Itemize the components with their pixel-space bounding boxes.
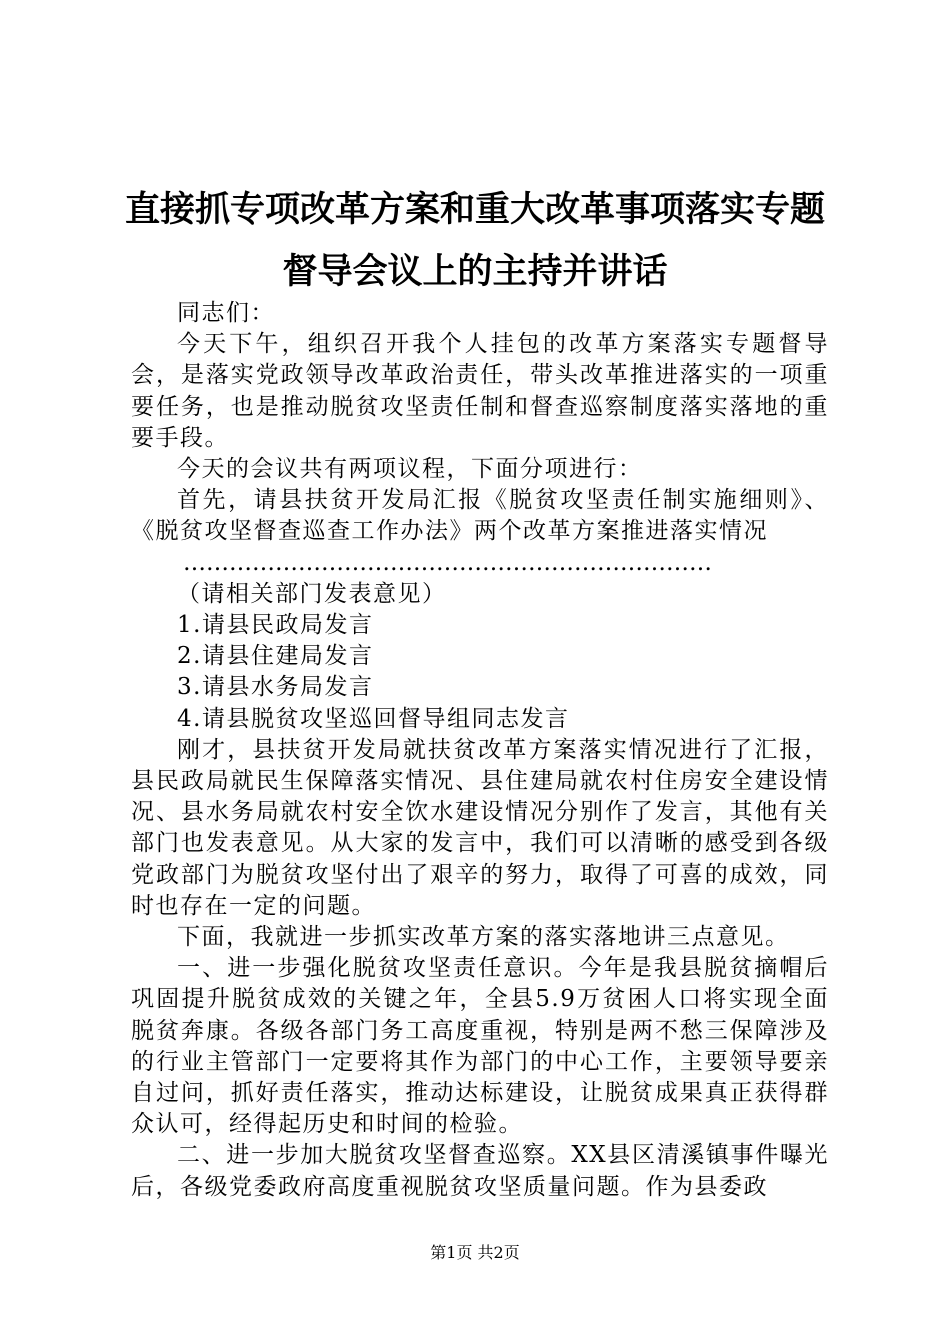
paragraph-report-request: 首先，请县扶贫开发局汇报《脱贫攻坚责任制实施细则》、《脱贫攻坚督查巡查工作办法》两个改革方案推进落实情况 — [131, 487, 829, 545]
paragraph-summary: 刚才，县扶贫开发局就扶贫改革方案落实情况进行了汇报，县民政局就民生保障落实情况、县住建局就农村住房安全建设情况、县水务局就农村安全饮水建设情况分别作了发言，其他有关部门也发表意见。从大家的发言中，我们可以清晰的感受到各级党政部门为脱贫攻坚付出了艰辛的努力，取得了可喜的成效，同时也存在一定的问题。 — [131, 736, 829, 919]
document-title-line-2: 督导会议上的主持并讲话 — [282, 252, 668, 292]
list-item-speaker-2: 2.请县住建局发言 — [177, 643, 374, 670]
page-footer: 第1页 共2页 — [430, 1243, 520, 1262]
list-item-speaker-3: 3.请县水务局发言 — [177, 674, 374, 701]
paragraph-point-2: 二、进一步加大脱贫攻坚督查巡察。XX县区清溪镇事件曝光后，各级党委政府高度重视脱贫攻坚质量问题。作为县委政 — [131, 1142, 829, 1200]
document-title-line-1: 直接抓专项改革方案和重大改革事项落实专题 — [124, 190, 825, 230]
document-body — [131, 298, 829, 1203]
paragraph-agenda: 今天的会议共有两项议程，下面分项进行： — [177, 456, 643, 483]
paragraph-three-points: 下面，我就进一步抓实改革方案的落实落地讲三点意见。 — [177, 924, 790, 951]
list-item-speaker-1: 1.请县民政局发言 — [177, 612, 374, 639]
paragraph-opinions-note: （请相关部门发表意见） — [177, 580, 447, 607]
salutation: 同志们： — [177, 300, 275, 326]
paragraph-intro: 今天下午，组织召开我个人挂包的改革方案落实专题督导会，是落实党政领导改革政治责任，带头改革推进落实的一项重要任务，也是推动脱贫攻坚责任制和督查巡察制度落实落地的重要手段。 — [131, 331, 829, 451]
list-item-speaker-4: 4.请县脱贫攻坚巡回督导组同志发言 — [177, 705, 570, 732]
ellipsis-line: …………………………………………………………… — [183, 549, 712, 576]
paragraph-point-1: 一、进一步强化脱贫攻坚责任意识。今年是我县脱贫摘帽后巩固提升脱贫成效的关键之年，全县5.9万贫困人口将实现全面脱贫奔康。各级各部门务工高度重视，特别是两不愁三保障涉及的行业主管部门一定要将其作为部门的中心工作，主要领导要亲自过问，抓好责任落实，推动达标建设，让脱贫成果真正获得群众认可，经得起历史和时间的检验。 — [131, 955, 829, 1138]
